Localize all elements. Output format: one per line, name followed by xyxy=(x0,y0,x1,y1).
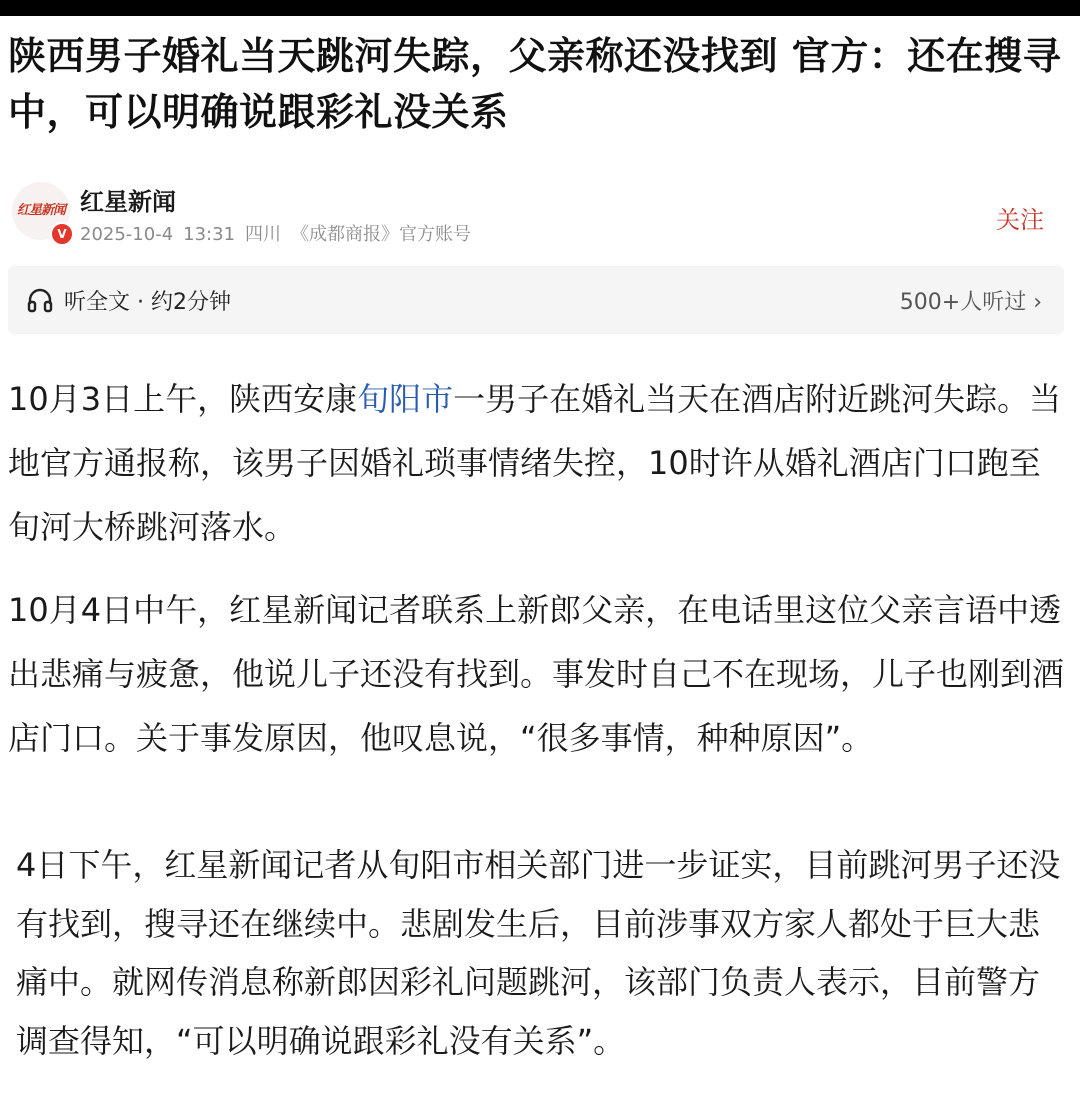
follow-button[interactable]: 关注 xyxy=(996,206,1044,234)
article-title: 陕西男子婚礼当天跳河失踪，父亲称还没找到 官方：还在搜寻中，可以明确说跟彩礼没关系 xyxy=(8,34,1062,134)
author-bar xyxy=(12,182,1068,246)
article-paragraph-1 xyxy=(8,367,1068,559)
article-meta xyxy=(80,220,481,246)
author-name[interactable]: 红星新闻 xyxy=(80,188,176,216)
listen-label: 听全文 · 约2分钟 xyxy=(64,290,231,315)
listen-count[interactable]: 500+人听过 › xyxy=(899,290,1042,315)
publish-date: 2025-10-4 xyxy=(80,224,174,245)
author-logo-text: 红星新闻 xyxy=(16,203,65,218)
article-paragraph-3: 4日下午，红星新闻记者从旬阳市相关部门进一步证实，目前跳河男子还没有找到，搜寻还在继续中。悲剧发生后，目前涉事双方家人都处于巨大悲痛中。就网传消息称新郎因彩礼问题跳河，该部门负责人表示，目前警方调查得知，“可以明确说跟彩礼没有关系”。 xyxy=(16,846,1061,1060)
place-link-xunyang[interactable]: 旬阳市 xyxy=(357,380,454,418)
headphones-icon xyxy=(26,286,54,314)
publish-time: 13:31 xyxy=(183,224,236,245)
paragraph-1-text-start: 10月3日上午，陕西安康 xyxy=(8,380,358,418)
verified-badge-icon: V xyxy=(50,222,74,246)
article-paragraph-2: 10月4日中午，红星新闻记者联系上新郎父亲，在电话里这位父亲言语中透出悲痛与疲惫，他说儿子还没有找到。事发时自己不在现场，儿子也刚到酒店门口。关于事发原因，他叹息说，“很多事情，种种原因”。 xyxy=(8,591,1065,757)
account-note: 《成都商报》官方账号 xyxy=(291,224,472,245)
listen-full-article-bar[interactable] xyxy=(8,266,1064,334)
paragraph-1-text-end: 一男子在婚礼当天在酒店附近跳河失踪。当地官方通报称，该男子因婚礼琐事情绪失控，10时许从婚礼酒店门口跑至旬河大桥跳河落水。 xyxy=(8,380,1062,546)
publish-location: 四川 xyxy=(245,224,282,245)
top-status-bar xyxy=(0,0,1080,16)
